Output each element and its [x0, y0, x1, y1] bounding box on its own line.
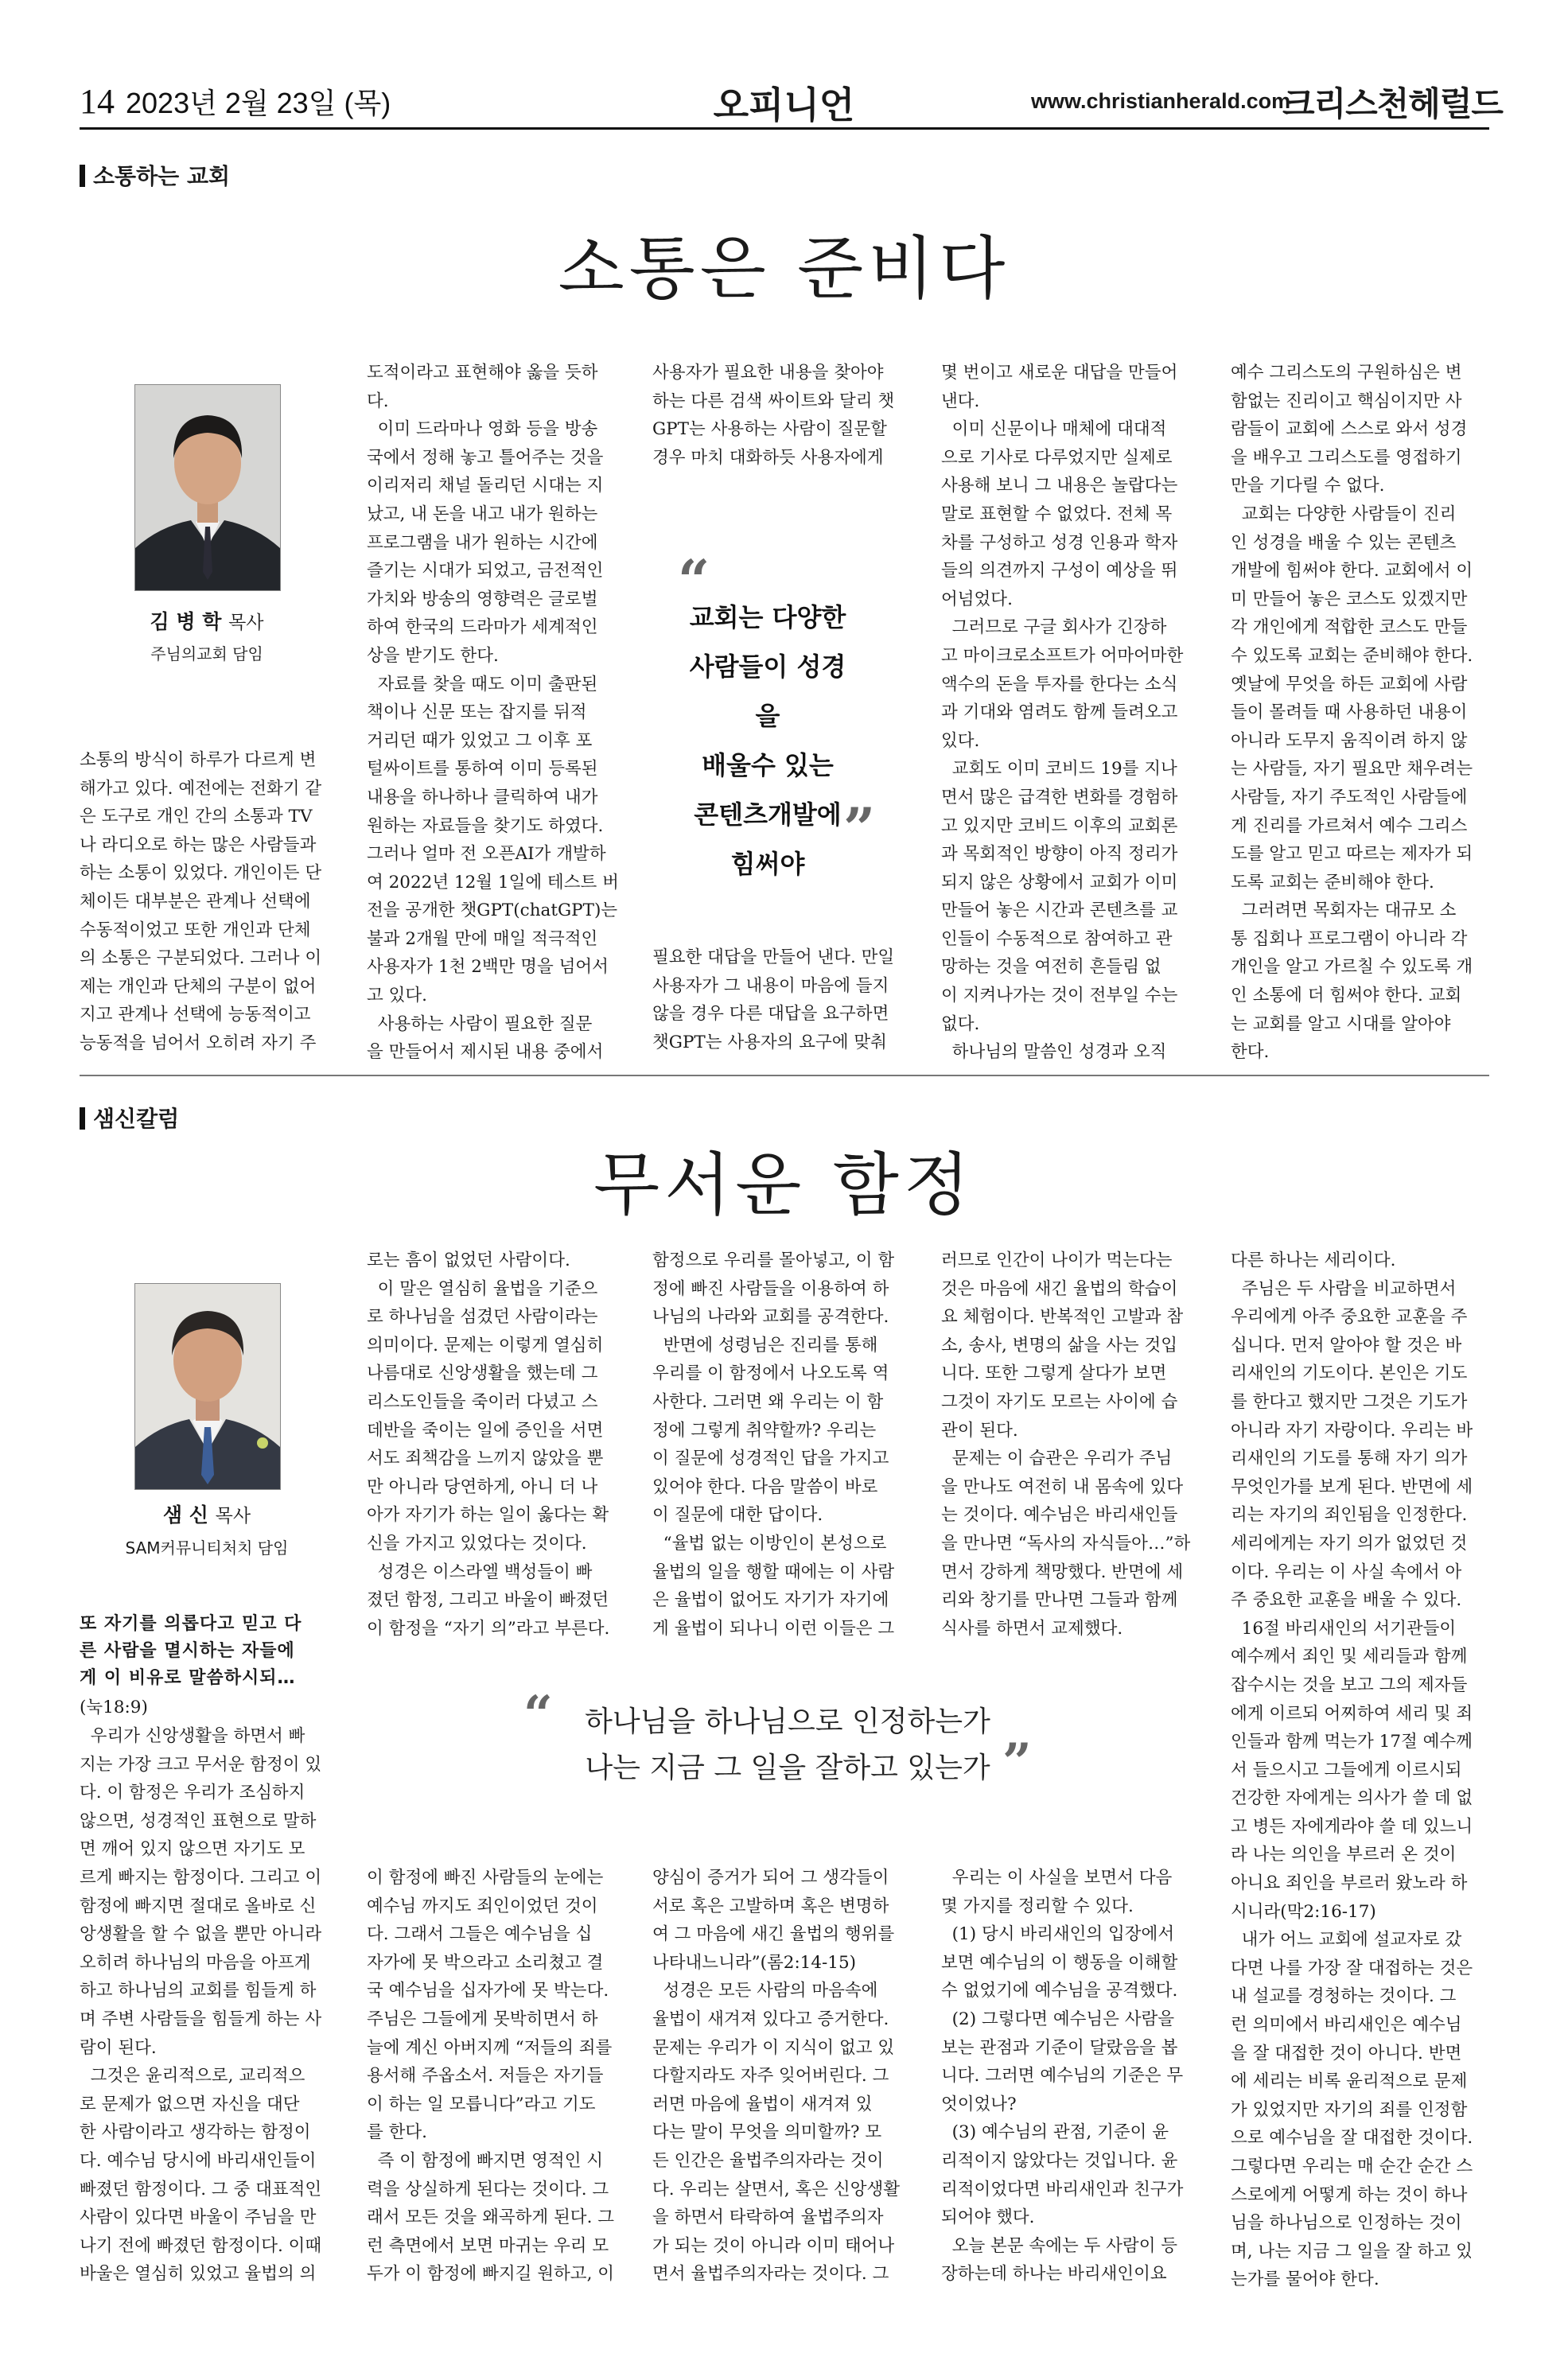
article2-lead-reference: (눅18:9)	[80, 1698, 148, 1717]
article1-author-name: 김 병 학	[150, 610, 222, 633]
article1-title: 소통은 준비다	[558, 229, 1010, 309]
article1-column-1: 소통의 방식이 하루가 다르게 변 해가고 있다. 예전에는 전화기 같 은 도구로 개인 간의 소통과 TV 나 라디오로 하는 많은 사람들과 하는 소통이 있었다. 개인이든 단 체이든 대부분은 관계나 선택에 수동적이었고 또한 개인과 단체 의 소통은 구분되었다. 그러나 이 제는 개인과 단체의 구분이 없어 지고 관계나 선택에 능동적이고 능동적을 넘어서 오히려 자기 주	[80, 750, 322, 1053]
article-divider	[80, 1075, 1489, 1076]
article2-author-name-line	[119, 1499, 294, 1528]
article2-column-3-bottom: 양심이 증거가 되어 그 생각들이 서로 혹은 고발하며 혹은 변명하 여 그 마음에 새긴 율법의 행위를 나타내느니라”(롬2:14-15) 성경은 모든 사람의 마음속에 율법이 새겨져 있다고 증거한다. 문제는 우리가 이 지식이 없고 있 다할지라도 자주 잊어버린다. 그 러면 마음에 율법이 새겨져 있 다는 말이 무엇을 의미할까? 모 든 인간은 율법주의자라는 것이 다. 우리는 살면서, 혹은 신앙생활 을 하면서 타락하여 율법주의자 가 되는 것이 아니라 이미 태어나 면서 율법주의자라는 것이다. 그	[652, 1868, 901, 2285]
article2-author-role: 목사	[215, 1506, 251, 1527]
article1-author-church: 주님의교회 담임	[150, 644, 263, 663]
portrait-icon	[135, 1284, 280, 1489]
article2-author-name: 샘 신	[162, 1503, 208, 1527]
article2-title: 무서운 함정	[593, 1145, 975, 1225]
article2-section-label: 샘신칼럼	[80, 1102, 179, 1134]
open-quote-icon: “	[678, 547, 710, 613]
article2-column-4-bottom: 우리는 이 사실을 보면서 다음 몇 가지를 정리할 수 있다. (1) 당시 바리새인의 입장에서 보면 예수님의 이 행동을 이해할 수 없었기에 예수님을 공격했다. (2) 그렇다면 예수님은 사람을 보는 관점과 기준이 달랐음을 봅 니다. 그러면 예수님의 기준은 무 엇이었나? (3) 예수님의 관점, 기준이 윤 리적이지 않았다는 것입니다. 윤 리적이었다면 바리새인과 친구가 되어야 했다. 오늘 본문 속에는 두 사람이 등 장하는데 하나는 바리새인이요	[941, 1868, 1184, 2285]
article2-author-photo	[134, 1283, 281, 1490]
article1-column-5: 예수 그리스도의 구원하심은 변 함없는 진리이고 핵심이지만 사 람들이 교회에 스스로 와서 성경 을 배우고 그리스도를 영접하기 만을 기다릴 수 없다. 교회는 다양한 사람들이 진리 인 성경을 배울 수 있는 콘텐츠 개발에 힘써야 한다. 교회에서 이 미 만들어 놓은 코스도 있겠지만 각 개인에게 적합한 코스도 만들 수 있도록 교회는 준비해야 한다. 옛날에 무엇을 하든 교회에 사람 들이 몰려들 때 사용하던 내용이 아니라 도무지 움직이려 하지 않 는 사람들, 자기 필요만 채우려는 사람들, 자기 주도적인 사람들에 게 진리를 가르쳐서 예수 그리스 도를 알고 믿고 따르는 제자가 되 도록 교회는 준비해야 한다. 그러려면 목회자는 대규모 소 통 집회나 프로그램이 아니라 각 개인을 알고 가르칠 수 있도록 개 인 소통에 더 힘써야 한다. 교회 는 교회를 알고 시대를 알아야 한다.	[1231, 363, 1473, 1063]
article2-column-4-top: 러므로 인간이 나이가 먹는다는 것은 마음에 새긴 율법의 학습이 요 체험이다. 반복적인 고발과 참 소, 송사, 변명의 삶을 사는 것입 니다. 또한 그렇게 살다가 보면 그것이 자기도 모르는 사이에 습 관이 된다. 문제는 이 습관은 우리가 주님 을 만나도 여전히 내 몸속에 있다 는 것이다. 예수님은 바리새인들 을 만나면 “독사의 자식들아…”하 면서 강하게 책망했다. 반면에 세 리와 창기를 만나면 그들과 함께 식사를 하면서 교제했다.	[941, 1250, 1191, 1639]
article1-pull-quote: 교회는 다양한 사람들이 성경을 배울수 있는 콘텐츠개발에 힘써야	[689, 602, 846, 879]
article1-column-2: 도적이라고 표현해야 옳을 듯하 다. 이미 드라마나 영화 등을 방송 국에서 정해 놓고 틀어주는 것을 이리저리 채널 돌리던 시대는 지 났고, 내 돈을 내고 내가 원하는 프로그램을 내가 원하는 시간에 즐기는 시대가 되었고, 금전적인 가치와 방송의 영향력은 글로벌 하여 한국의 드라마가 세계적인 상을 받기도 한다. 자료를 찾을 때도 이미 출판된 책이나 신문 또는 잡지를 뒤적 거리던 때가 있었고 그 이후 포 털싸이트를 통하여 이미 등록된 내용을 하나하나 클릭하여 내가 원하는 자료들을 찾기도 하였다. 그러나 얼마 전 오픈AI가 개발하 여 2022년 12월 1일에 테스트 버 전을 공개한 챗GPT(chatGPT)는 불과 2개월 만에 매일 적극적인 사용자가 1천 2백만 명을 넘어서 고 있다. 사용하는 사람이 필요한 질문 을 만들어서 제시된 내용 중에서	[367, 363, 619, 1063]
masthead-rule	[80, 127, 1489, 130]
article2-lead-verse: 또 자기를 의롭다고 믿고 다 른 사람을 멸시하는 자들에 게 이 비유로 말씀하시되…	[80, 1614, 302, 1688]
article2-column-2-bottom: 이 함정에 빠진 사람들의 눈에는 예수님 까지도 죄인이었던 것이 다. 그래서 그들은 예수님을 십 자가에 못 박으라고 소리쳤고 결 국 예수님을 십자가에 못 박는다. 주님은 그들에게 못박히면서 하 늘에 계신 아버지께 “저들의 죄를 용서해 주옵소서. 저들은 자기들 이 하는 일 모릅니다”라고 기도 를 한다. 즉 이 함정에 빠지면 영적인 시 력을 상실하게 된다는 것이다. 그 래서 모든 것을 왜곡하게 된다. 그 런 측면에서 보면 마귀는 우리 모 두가 이 함정에 빠지길 원하고, 이	[367, 1868, 615, 2285]
article1-section-label: 소통하는 교회	[80, 159, 230, 191]
article1-author-photo	[134, 384, 281, 591]
article1-column-3-top: 사용자가 필요한 내용을 찾아야 하는 다른 검색 싸이트와 달리 챗 GPT는 사용하는 사람이 질문할 경우 마치 대화하듯 사용자에게	[652, 363, 895, 468]
open-quote-icon: “	[523, 1685, 553, 1744]
article1-author-name-line	[119, 606, 294, 635]
article2-column-3-top: 함정으로 우리를 몰아넣고, 이 함 정에 빠진 사람들을 이용하여 하 나님의 나라와 교회를 공격한다. 반면에 성령님은 진리를 통해 우리를 이 함정에서 나오도록 역 사한다. 그러면 왜 우리는 이 함 정에 그렇게 취약할까? 우리는 이 질문에 성경적인 답을 가지고 있어야 한다. 다음 말씀이 바로 이 질문에 대한 답이다. “율법 없는 이방인이 본성으로 율법의 일을 행할 때에는 이 사람 은 율법이 없어도 자기가 자기에 게 율법이 되나니 이런 이들은 그	[652, 1250, 895, 1639]
article1-author-role: 목사	[228, 613, 264, 633]
article2-column-2-top: 로는 흠이 없었던 사람이다. 이 말은 열심히 율법을 기준으 로 하나님을 섬겼던 사람이라는 의미이다. 문제는 이렇게 열심히 나름대로 신앙생활을 했는데 그 리스도인들을 죽이러 다녔고 스 데반을 죽이는 일에 증인을 서면 서도 죄책감을 느끼지 않았을 뿐 만 아니라 당연하게, 아니 더 나 아가 자기가 하는 일이 옳다는 확 신을 가지고 있었다는 것이다. 성경은 이스라엘 백성들이 빠 졌던 함정, 그리고 바울이 빠졌던 이 함정을 “자기 의”라고 부른다.	[367, 1250, 610, 1639]
page-number: 14	[80, 82, 115, 121]
article2-pull-quote: 하나님을 하나님으로 인정하는가 나는 지금 그 일을 잘하고 있는가	[585, 1706, 990, 1784]
close-quote-icon: ”	[1002, 1733, 1032, 1792]
portrait-icon	[135, 385, 280, 590]
article2-column-5: 다른 하나는 세리이다. 주님은 두 사람을 비교하면서 우리에게 아주 중요한 교훈을 주 십니다. 먼저 알아야 할 것은 바 리새인의 기도이다. 본인은 기도 를 한다고 했지만 그것은 기도가 아니라 자기 자랑이다. 우리는 바 리새인의 기도를 통해 자기 의가 무엇인가를 보게 된다. 반면에 세 리는 자기의 죄인됨을 인정한다. 세리에게는 자기 의가 없었던 것 이다. 우리는 이 사실 속에서 아 주 중요한 교훈을 배울 수 있다. 16절 바리새인의 서기관들이 예수께서 죄인 및 세리들과 함께 잡수시는 것을 보고 그의 제자들 에게 이르되 어찌하여 세리 및 죄 인들과 함께 먹는가 17절 예수께 서 들으시고 그들에게 이르시되 건강한 자에게는 의사가 쓸 데 없 고 병든 자에게라야 쓸 데 있느니 라 나는 의인을 부르러 온 것이 아니요 죄인을 부르러 왔노라 하 시니라(막2:16-17) 내가 어느 교회에 설교자로 갔 다면 나를 가장 잘 대접하는 것은 내 설교를 경청하는 것이다. 그 런 의미에서 바리새인은 예수님 을 잘 대접한 것이 아니다. 반면 에 세리는 비록 윤리적으로 문제 가 있었지만 자기의 죄를 인정함 으로 예수님을 잘 대접한 것이다. 그렇다면 우리는 매 순간 순간 스 스로에게 어떻게 하는 것이 하나 님을 하나님으로 인정하는 것이 며, 나는 지금 그 일을 잘 하고 있 는가를 물어야 한다.	[1231, 1250, 1473, 2290]
article1-column-3-bottom: 필요한 대답을 만들어 낸다. 만일 사용자가 그 내용이 마음에 들지 않을 경우 다른 대답을 요구하면 챗GPT는 사용자의 요구에 맞춰	[652, 947, 895, 1052]
article2-column-1: 우리가 신앙생활을 하면서 빠 지는 가장 크고 무서운 함정이 있 다. 이 함정은 우리가 조심하지 않으면, 성경적인 표현으로 말하 면 깨어 있지 않으면 자기도 모 르게 빠지는 함정이다. 그리고 이 함정에 빠지면 절대로 올바로 신 앙생활을 할 수 없을 뿐만 아니라 오히려 하나님의 마음을 아프게 하고 하나님의 교회를 힘들게 하 며 주변 사람들을 힘들게 하는 사 람이 된다. 그것은 윤리적으로, 교리적으 로 문제가 없으면 자신을 대단 한 사람이라고 생각하는 함정이 다. 예수님 당시에 바리새인들이 빠졌던 함정이다. 그 중 대표적인 사람이 있다면 바울이 주님을 만 나기 전에 빠졌던 함정이다. 이때 바울은 열심히 있었고 율법의 의	[80, 1726, 322, 2285]
newspaper-logo: 크리스천헤럴드	[1282, 84, 1504, 123]
close-quote-icon: ”	[843, 795, 876, 862]
site-url[interactable]: www.christianherald.com	[1031, 89, 1291, 113]
section-title: 오피니언	[713, 84, 855, 126]
article2-author-church: SAM커뮤니티처치 담임	[125, 1538, 289, 1558]
article1-column-4: 몇 번이고 새로운 대답을 만들어 낸다. 이미 신문이나 매체에 대대적 으로 기사로 다루었지만 실제로 사용해 보니 그 내용은 놀랍다는 말로 표현할 수 없었다. 전체 목 차를 구성하고 성경 인용과 학자 들의 의견까지 구성이 예상을 뛰 어넘었다. 그러므로 구글 회사가 긴장하 고 마이크로소프트가 어마어마한 액수의 돈을 투자를 한다는 소식 과 기대와 염려도 함께 들려오고 있다. 교회도 이미 코비드 19를 지나 면서 많은 급격한 변화를 경험하 고 있지만 코비드 이후의 교회론 과 목회적인 방향이 아직 정리가 되지 않은 상황에서 교회가 이미 만들어 놓은 시간과 콘텐츠를 교 인들이 수동적으로 참여하고 관 망하는 것을 여전히 흔들림 없 이 지켜나가는 것이 전부일 수는 없다. 하나님의 말씀인 성경과 오직	[941, 363, 1184, 1063]
issue-date: 2023년 2월 23일 (목)	[126, 87, 391, 119]
